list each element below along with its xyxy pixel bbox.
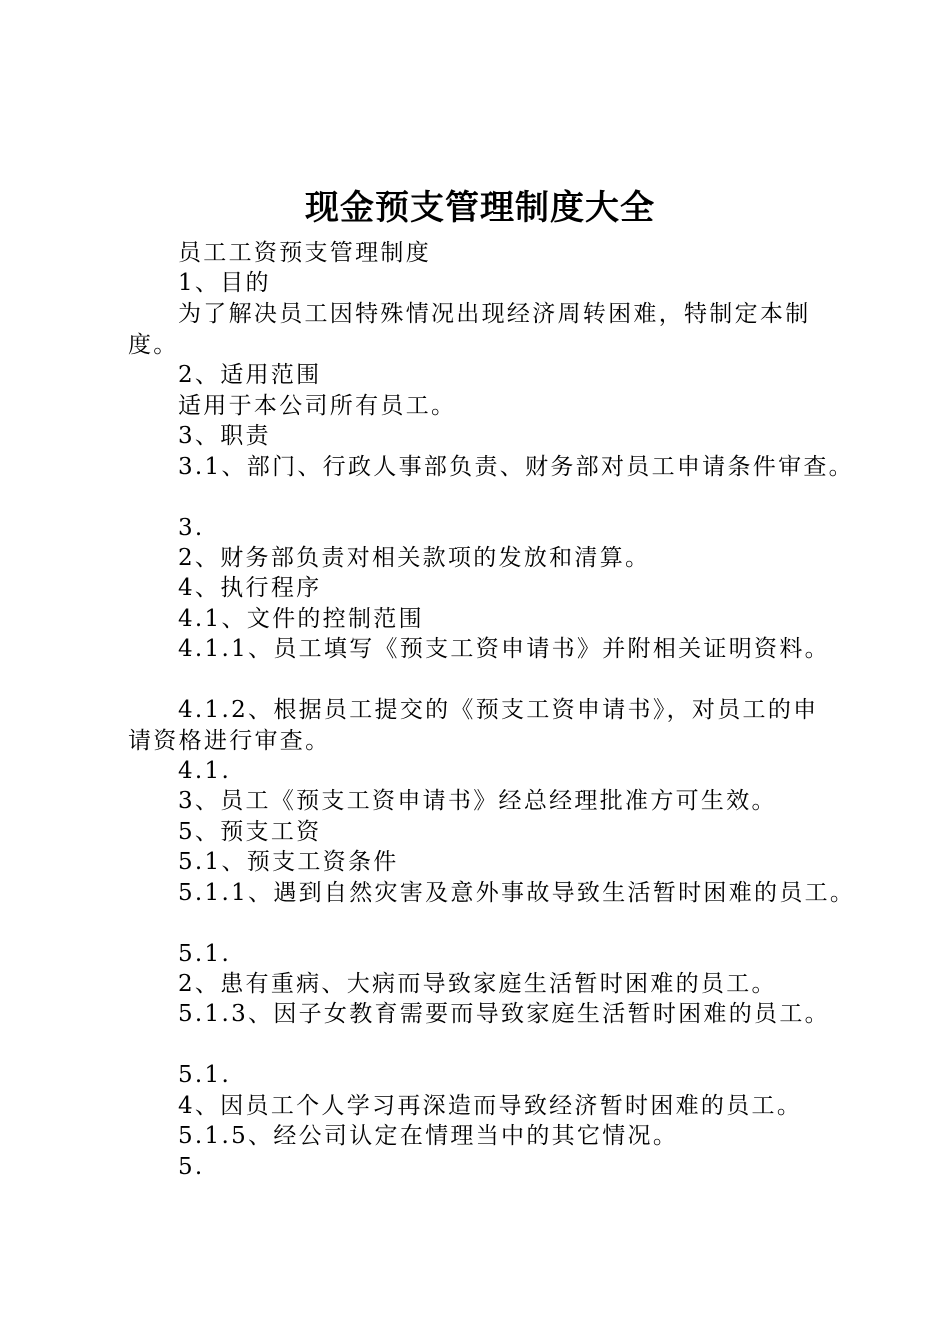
paragraph-line: 5.: [178, 1154, 205, 1180]
paragraph-line: 5.1.5、经公司认定在情理当中的其它情况。: [178, 1123, 679, 1149]
document-title: 现金预支管理制度大全: [305, 188, 655, 228]
section-heading: 3、职责: [178, 423, 271, 449]
paragraph-line: 请资格进行审查。: [128, 728, 331, 754]
paragraph-line: 为了解决员工因特殊情况出现经济周转困难，特制定本制: [178, 301, 811, 327]
section-heading: 5、预支工资: [178, 819, 322, 845]
paragraph-line: 3、员工《预支工资申请书》经总经理批准方可生效。: [178, 788, 777, 814]
section-heading: 4、执行程序: [178, 575, 322, 601]
paragraph-line: 度。: [128, 332, 179, 358]
paragraph-line: 5.1.: [178, 941, 232, 967]
paragraph-line: 2、财务部负责对相关款项的发放和清算。: [178, 545, 651, 571]
paragraph-line: 4.1.2、根据员工提交的《预支工资申请书》，对员工的申: [178, 697, 819, 723]
section-heading: 员工工资预支管理制度: [178, 240, 431, 266]
section-heading: 2、适用范围: [178, 362, 322, 388]
paragraph-line: 5.1.1、遇到自然灾害及意外事故导致生活暂时困难的员工。: [178, 880, 856, 906]
paragraph-line: 4.1.1、员工填写《预支工资申请书》并附相关证明资料。: [178, 636, 830, 662]
paragraph-line: 2、患有重病、大病而导致家庭生活暂时困难的员工。: [178, 971, 777, 997]
paragraph-line: 3.1、部门、行政人事部负责、财务部对员工申请条件审查。: [178, 454, 854, 480]
section-heading: 4.1、文件的控制范围: [178, 606, 424, 632]
section-heading: 5.1、预支工资条件: [178, 849, 399, 875]
paragraph-line: 5.1.: [178, 1062, 232, 1088]
paragraph-line: 适用于本公司所有员工。: [178, 393, 457, 419]
section-heading: 1、目的: [178, 270, 271, 296]
paragraph-line: 3.: [178, 515, 205, 541]
paragraph-line: 4、因员工个人学习再深造而导致经济暂时困难的员工。: [178, 1093, 803, 1119]
paragraph-line: 4.1.: [178, 758, 232, 784]
paragraph-line: 5.1.3、因子女教育需要而导致家庭生活暂时困难的员工。: [178, 1001, 830, 1027]
